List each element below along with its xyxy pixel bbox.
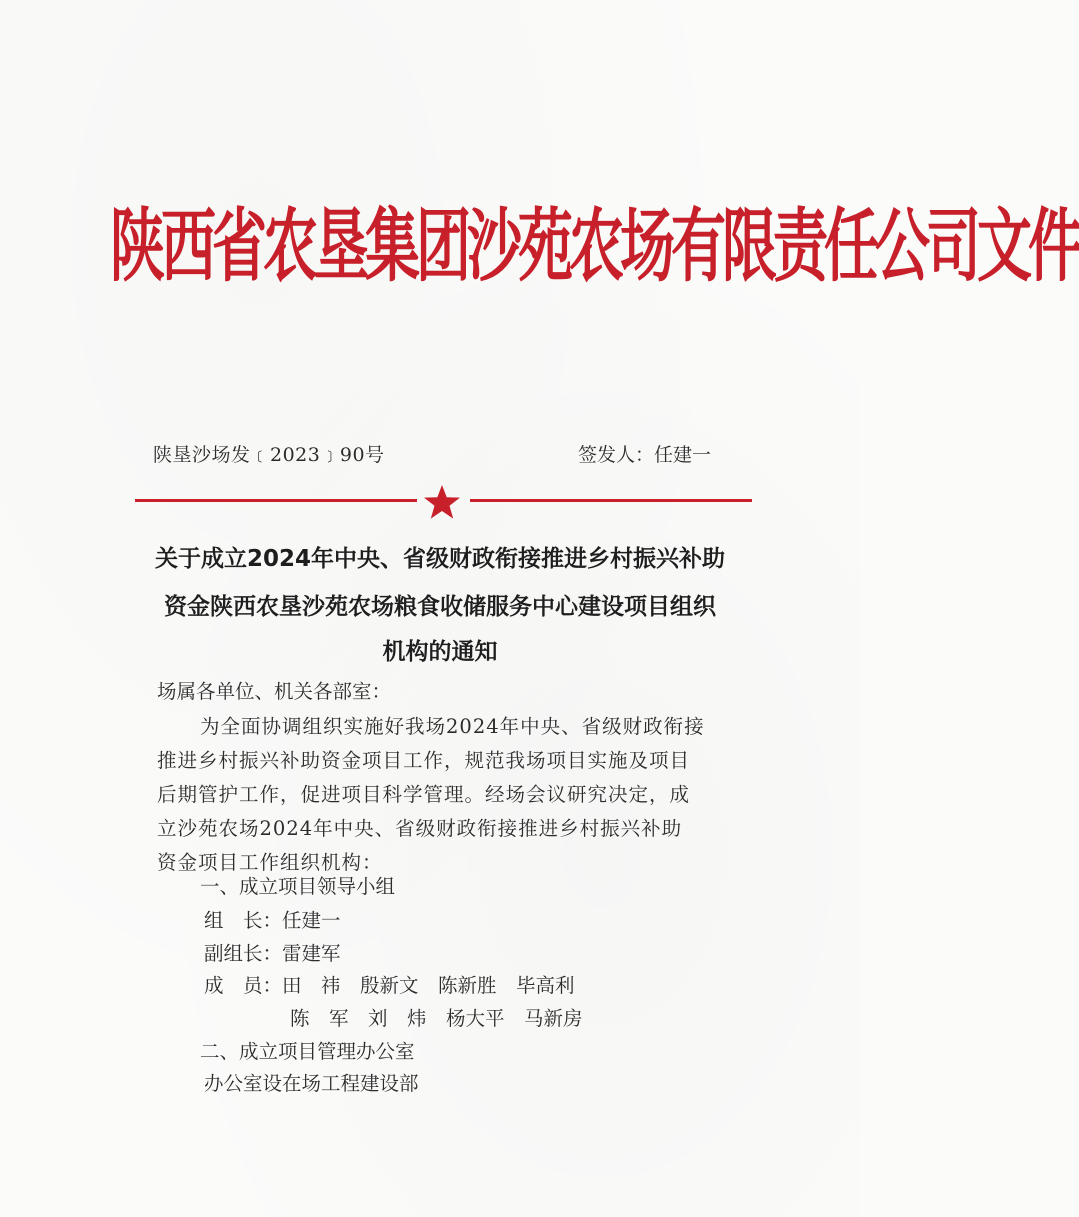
document-number: 陕垦沙场发﹝2023﹞90号 [153,444,385,466]
body-line-1: 为全面协调组织实施好我场2024年中央、省级财政衔接 [200,715,705,738]
signer: 签发人：任建一 [578,444,712,466]
red-star-icon [422,484,462,520]
body-line-5: 资金项目工作组织机构： [157,851,383,874]
deputy-leader-line: 副组长：雷建军 [204,942,341,965]
members-line-1: 成 员：田 祎 殷新文 陈新胜 毕高利 [204,974,575,997]
org-header-title: 陕西省农垦集团沙苑农场有限责任公司文件 [110,198,1079,293]
notice-title-line-2: 资金陕西农垦沙苑农场粮食收储服务中心建设项目组织 [164,594,716,620]
members-line-2: 陈 军 刘 炜 杨大平 马新房 [290,1007,583,1030]
body-line-4: 立沙苑农场2024年中央、省级财政衔接推进乡村振兴补助 [157,817,683,840]
red-divider-right [470,499,752,502]
body-line-2: 推进乡村振兴补助资金项目工作，规范我场项目实施及项目 [157,749,691,772]
section-1-heading: 一、成立项目领导小组 [200,875,396,898]
office-location-line: 办公室设在场工程建设部 [204,1072,419,1095]
section-2-heading: 二、成立项目管理办公室 [200,1040,415,1063]
notice-title-line-1: 关于成立2024年中央、省级财政衔接推进乡村振兴补助 [154,546,725,572]
red-divider-left [135,499,417,502]
addressee: 场属各单位、机关各部室： [157,680,392,703]
body-line-3: 后期管护工作，促进项目科学管理。经场会议研究决定，成 [157,783,691,806]
leader-line: 组 长：任建一 [204,909,341,932]
notice-title-line-3: 机构的通知 [382,639,498,665]
